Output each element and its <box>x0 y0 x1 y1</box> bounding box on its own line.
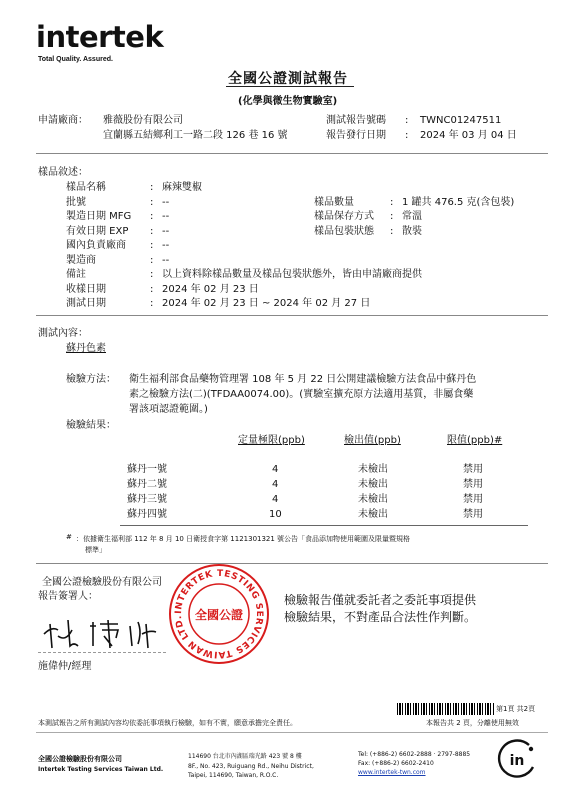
sample-row-label: 國內負責廠商 <box>66 240 126 251</box>
received-date: 2024 年 02 月 23 日 <box>162 284 259 295</box>
sample-quantity-label: 樣品數量 <box>314 197 354 208</box>
page-number: 第1頁 共2頁 <box>496 705 536 713</box>
intertek-logo: intertek <box>36 20 164 54</box>
colon: : <box>150 255 154 266</box>
storage-label: 樣品保存方式 <box>314 211 374 222</box>
sample-row-value: -- <box>162 226 170 237</box>
footer-address-zh: 114690 台北市內湖區瑞光路 423 號 8 樓 <box>188 753 302 760</box>
colon: : <box>390 226 394 237</box>
company-seal <box>168 563 270 665</box>
sample-row-value: -- <box>162 255 170 266</box>
row-item: 蘇丹一號 <box>127 464 167 475</box>
signer-name: 施偉仲/經理 <box>38 661 92 672</box>
report-subtitle: (化學與微生物實驗室) <box>238 96 338 107</box>
table-bottom-rule <box>120 525 528 526</box>
test-date-range: 2024 年 02 月 23 日 ~ 2024 年 02 月 27 日 <box>162 298 371 309</box>
sample-row-label: 收樣日期 <box>66 284 106 295</box>
packaging-value: 散裝 <box>402 226 422 237</box>
sample-row-label: 有效日期 EXP <box>66 226 129 237</box>
footer-address-en-1: 8F., No. 423, Ruiguang Rd., Neihu District, <box>188 763 314 770</box>
row-limit: 禁用 <box>463 464 483 475</box>
row-item: 蘇丹三號 <box>127 494 167 505</box>
row-detected: 未檢出 <box>358 464 388 475</box>
svg-text:in: in <box>509 753 525 769</box>
issue-date-label: 報告發行日期 <box>326 130 386 141</box>
sample-row-label: 製造日期 MFG <box>66 211 132 222</box>
row-detected: 未檢出 <box>358 509 388 520</box>
signer-label: 報告簽署人： <box>38 591 98 602</box>
footnote-mark: # <box>66 533 72 541</box>
method-line-1: 衛生福利部食品藥物管理署 108 年 5 月 22 日公開建議檢驗方法食品中蘇丹色 <box>129 374 477 385</box>
sample-row-label: 批號 <box>66 197 86 208</box>
column-header-limit: 限值(ppb)# <box>447 435 503 446</box>
sample-quantity: 1 罐共 476.5 克(含包裝) <box>402 197 515 208</box>
row-loq: 10 <box>269 509 282 520</box>
issue-date: 2024 年 03 月 04 日 <box>420 130 517 141</box>
storage-value: 常溫 <box>402 211 422 222</box>
disclaimer-line-1: 檢驗報告僅就委託者之委託事項提供 <box>284 593 477 607</box>
row-loq: 4 <box>272 494 279 505</box>
handwritten-signature <box>38 612 168 652</box>
report-no-label: 測試報告號碼 <box>326 115 386 126</box>
applicant-name: 雅薇股份有限公司 <box>103 115 183 126</box>
footnote-line-1: ：依據衛生福利部 112 年 8 月 10 日衛授食字第 1121301321 號公告「食品添加物使用範圍及限量暨規格 <box>76 535 411 543</box>
column-header-detected: 檢出值(ppb) <box>344 435 401 446</box>
row-detected: 未檢出 <box>358 479 388 490</box>
header-divider <box>36 153 548 154</box>
packaging-label: 樣品包裝狀態 <box>314 226 374 237</box>
sample-row-label: 樣品名稱 <box>66 182 106 193</box>
test-item: 蘇丹色素 <box>66 343 106 354</box>
report-no-colon: : <box>405 115 409 126</box>
colon: : <box>150 240 154 251</box>
method-line-3: 署該項認證範圍。) <box>129 404 208 415</box>
column-header-loq: 定量極限(ppb) <box>238 435 305 446</box>
sample-row-value: -- <box>162 197 170 208</box>
row-limit: 禁用 <box>463 479 483 490</box>
sample-row-label: 備註 <box>66 269 86 280</box>
result-label: 檢驗結果： <box>66 420 116 431</box>
colon: : <box>150 284 154 295</box>
colon: : <box>150 269 154 280</box>
title-underline <box>226 86 354 87</box>
signature-company: 全國公證檢驗股份有限公司 <box>42 577 162 588</box>
row-detected: 未檢出 <box>358 494 388 505</box>
footer-company-zh: 全國公證檢驗股份有限公司 <box>38 755 122 763</box>
row-loq: 4 <box>272 479 279 490</box>
colon: : <box>150 197 154 208</box>
method-line-2: 素之檢驗方法(二)(TFDAA0074.00)。(實驗室擴充原方法適用基質，非屬食藥 <box>129 389 474 400</box>
report-title: 全國公證測試報告 <box>228 71 348 87</box>
row-limit: 禁用 <box>463 509 483 520</box>
colon: : <box>150 226 154 237</box>
sample-remark: 以上資料除樣品數量及樣品包裝狀態外，皆由申請廠商提供 <box>162 269 422 280</box>
applicant-address: 宜蘭縣五結鄉利工一路二段 126 巷 16 號 <box>103 130 288 141</box>
report-number: TWNC01247511 <box>420 115 502 126</box>
footer-tel: Tel: (+886-2) 6602-2888 · 2797-8885 <box>358 751 471 758</box>
sample-section-label: 樣品敘述： <box>38 167 88 178</box>
colon: : <box>150 182 154 193</box>
footer-fax: Fax: (+886-2) 6602-2410 <box>358 760 434 767</box>
svg-text:INTERTEK TESTING SERVICES TAIW: INTERTEK TESTING SERVICES TAIWAN LTD. <box>173 568 265 660</box>
footer-address-en-2: Taipei, 114690, Taiwan, R.O.C. <box>188 772 279 779</box>
footer-website-link[interactable]: www.intertek-twn.com <box>358 769 426 776</box>
footnote-divider <box>36 563 548 564</box>
sample-row-label: 製造商 <box>66 255 96 266</box>
footer-disclaimer-right: 本報告共 2 頁，分離使用無效 <box>426 719 519 727</box>
footer-company-en: Intertek Testing Services Taiwan Ltd. <box>38 766 164 773</box>
colon: : <box>390 197 394 208</box>
barcode <box>397 703 495 715</box>
sample-row-value: 麻辣雙椒 <box>162 182 202 193</box>
row-limit: 禁用 <box>463 494 483 505</box>
colon: : <box>150 298 154 309</box>
colon: : <box>150 211 154 222</box>
footer-divider <box>36 732 548 733</box>
intertek-circle-logo <box>495 737 539 781</box>
sample-row-value: -- <box>162 211 170 222</box>
footer-disclaimer-left: 本測試報告之所有測試內容均依委託事項執行檢驗，如有不實，願意承擔完全責任。 <box>38 719 297 727</box>
method-label: 檢驗方法： <box>66 374 116 385</box>
brand-tagline: Total Quality. Assured. <box>38 56 113 63</box>
applicant-label: 申請廠商： <box>38 115 88 126</box>
footnote-line-2: 標準」 <box>85 546 106 554</box>
row-loq: 4 <box>272 464 279 475</box>
sample-row-value: -- <box>162 240 170 251</box>
test-section-label: 測試內容： <box>38 328 88 339</box>
row-item: 蘇丹四號 <box>127 509 167 520</box>
colon: : <box>390 211 394 222</box>
sample-row-label: 測試日期 <box>66 298 106 309</box>
signature-line <box>38 652 166 653</box>
sample-divider <box>36 315 548 316</box>
row-item: 蘇丹二號 <box>127 479 167 490</box>
seal-center-text: 全國公證 <box>194 608 244 622</box>
issue-date-colon: : <box>405 130 409 141</box>
disclaimer-line-2: 檢驗結果，不對產品合法性作判斷。 <box>284 610 477 624</box>
